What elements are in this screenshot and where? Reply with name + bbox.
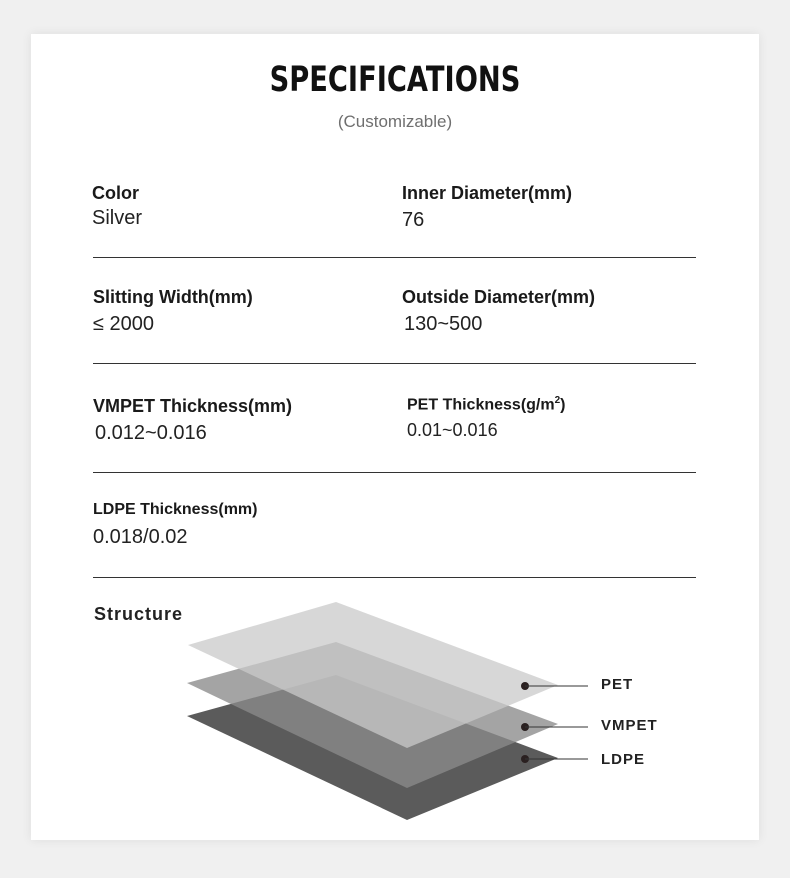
pet-thickness-value: 0.01~0.016 (407, 420, 498, 440)
color-label: Color (92, 183, 139, 203)
slitting-width-value: ≤ 2000 (93, 313, 155, 335)
pet-thickness-label: PET $Thickness(g/m^2)$ (407, 395, 566, 414)
vmpet-thickness-label: VMPET Thickness(mm) (93, 396, 293, 416)
outside-diameter-value: 130~500 (404, 313, 483, 335)
outside-diameter-label: Outside Diameter(mm) (402, 287, 596, 307)
page-subtitle: (Customizable) (337, 112, 453, 131)
ldpe-thickness-label: LDPE Thickness(mm) (93, 501, 258, 518)
color-value: Silver (92, 207, 143, 229)
slitting-width-label: Slitting Width(mm) (93, 287, 253, 307)
vmpet-thickness-value: 0.012~0.016 (95, 422, 207, 444)
ldpe-layer-label: LDPE (601, 751, 646, 768)
structure-title: Structure (94, 604, 184, 624)
ldpe-thickness-value: 0.018/0.02 (93, 526, 188, 548)
inner-diameter-label: Inner Diameter(mm) (402, 183, 573, 203)
vmpet-layer-label: VMPET (601, 717, 658, 734)
page-title: SPECIFICATIONS (269, 60, 521, 100)
inner-diameter-value: 76 (402, 209, 425, 231)
pet-layer-label: PET (601, 676, 634, 693)
